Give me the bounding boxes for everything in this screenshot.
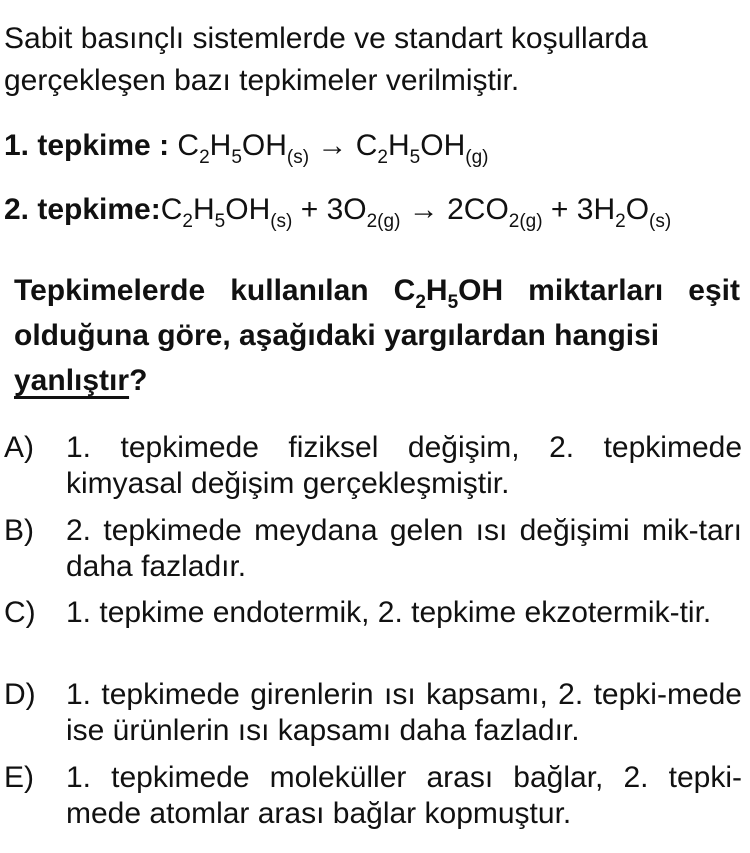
option-text: 1. tepkimede fiziksel değişim, 2. tepkimede kimyasal değişim gerçekleşmiştir. [66,431,742,500]
option-text: 1. tepkime endotermik, 2. tepkime ekzotermik-tir. [66,596,712,629]
arrow-icon: → [408,193,439,226]
question-emphasis: yanlıştır [14,364,130,397]
option-text: 1. tepkimede moleküller arası bağlar, 2. tepki-mede atomlar arası bağlar kopmuştur. [66,761,742,830]
option-letter: A) [4,431,34,464]
option-b[interactable] [4,513,742,585]
option-text: 2. tepkimede meydana gelen ısı değişimi mik-tarı daha fazladır. [66,514,742,583]
option-letter: E) [4,761,34,794]
question-stem: Tepkimelerde kullanılan $C_2H_5OH$ miktarları eşit olduğuna göre, aşağıdaki yargılardan hangisi yanlıştır? [14,274,740,397]
intro-line-1: Sabit basınçlı sistemlerde ve standart koşullarda [4,22,648,55]
option-letter: B) [4,514,34,547]
reaction-2-label: 2. tepkime: [4,193,161,226]
option-e[interactable] [4,760,742,832]
intro-line-2: gerçekleşen bazı tepkimeler verilmiştir. [4,64,520,97]
option-text: 1. tepkimede girenlerin ısı kapsamı, 2. tepki-mede ise ürünlerin ısı kapsamı daha fazladır. [66,678,742,747]
option-a[interactable] [4,430,742,502]
reaction-2 [4,192,672,232]
reaction-2-formula: $C_2H_5OH_{(s)} + 3O_{2(g)} \to 2CO_{2(g)} + 3H_2O_{(s)}$ [160,193,672,232]
reaction-1-label: 1. tepkime : [4,129,170,162]
option-letter: C) [4,596,36,629]
reaction-1 [4,128,489,168]
arrow-icon: → [317,129,348,162]
option-letter: D) [4,678,36,711]
option-d[interactable] [4,677,742,749]
reaction-1-formula: $C_2H_5OH_{(s)} \to C_2H_5OH_{(g)}$ [177,129,489,168]
option-c[interactable] [4,595,742,631]
